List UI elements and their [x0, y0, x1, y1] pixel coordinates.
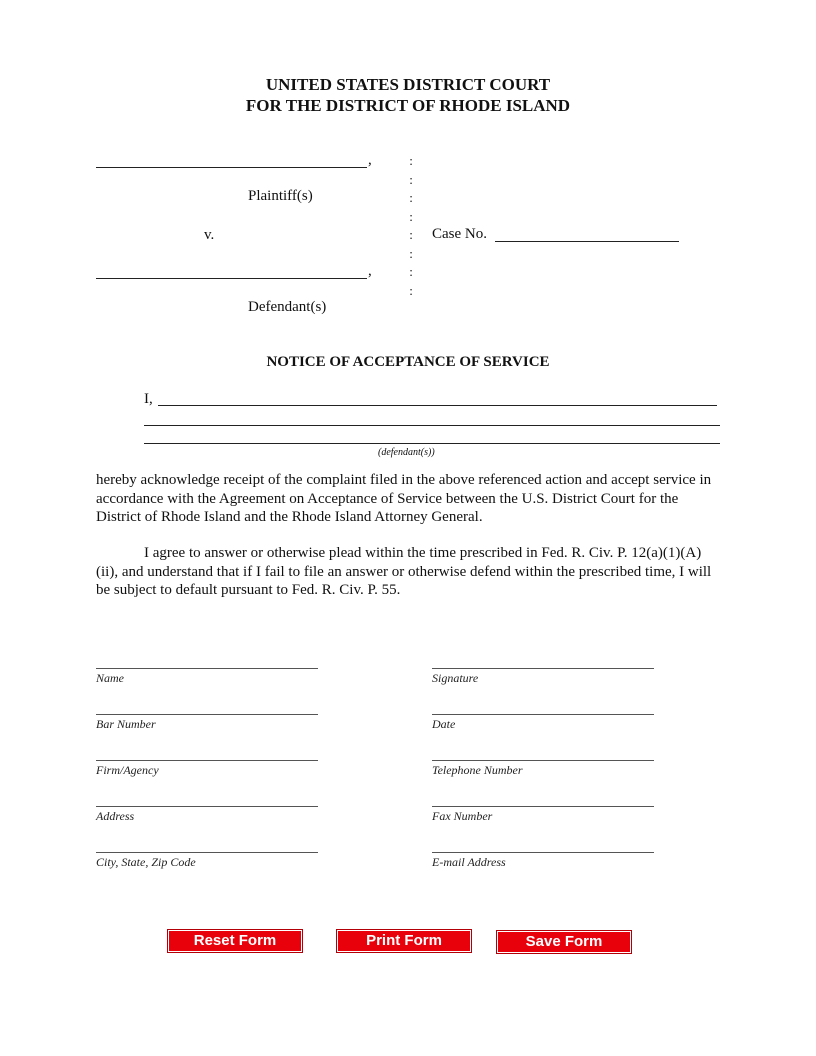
defendant-note: (defendant(s)): [378, 447, 435, 458]
plaintiff-field[interactable]: [96, 155, 367, 168]
fax-label: Fax Number: [432, 809, 493, 823]
case-no-field[interactable]: [495, 229, 679, 242]
firm-agency-label: Firm/Agency: [96, 763, 159, 777]
print-form-button[interactable]: Print Form: [336, 929, 472, 953]
defendant-comma: ,: [368, 263, 372, 279]
signature-label: Signature: [432, 671, 479, 685]
firm-agency-field[interactable]: [96, 759, 318, 761]
agreement-paragraph: I agree to answer or otherwise plead within the time prescribed in Fed. R. Civ. P. 12(a)(1)(A)(ii), and understand that if I fail to file an answer or otherwise defend within the prescribed time, I will be subject to default pursuant to Fed. R. Civ. P. 55.: [96, 545, 712, 598]
fax-field[interactable]: [432, 805, 654, 807]
address-field[interactable]: [96, 805, 318, 807]
versus-label: v.: [204, 227, 215, 243]
city-state-zip-label: City, State, Zip Code: [96, 855, 196, 869]
acknowledgment-paragraph: hereby acknowledge receipt of the complaint filed in the above referenced action and accept service in accordance with the Agreement on Acceptance of Service between the U.S. District Court for the District of Rhode Island and the Rhode Island Attorney General.: [96, 472, 712, 525]
court-name: UNITED STATES DISTRICT COURT: [265, 75, 551, 94]
name-label: Name: [96, 671, 124, 685]
court-district: FOR THE DISTRICT OF RHODE ISLAND: [245, 96, 571, 115]
defendant-name-line-2[interactable]: [144, 425, 720, 426]
plaintiff-comma: ,: [368, 152, 372, 168]
defendant-name-line-3[interactable]: [144, 443, 720, 444]
defendant-name-line-1[interactable]: [158, 405, 717, 406]
telephone-label: Telephone Number: [432, 763, 523, 777]
email-label: E-mail Address: [432, 855, 506, 869]
date-label: Date: [432, 717, 456, 731]
signature-field[interactable]: [432, 667, 654, 669]
reset-form-button[interactable]: Reset Form: [167, 929, 303, 953]
case-no-label: Case No.: [432, 226, 487, 242]
defendant-caption-field[interactable]: [96, 266, 367, 279]
notice-title: NOTICE OF ACCEPTANCE OF SERVICE: [266, 354, 550, 370]
defendant-label: Defendant(s): [248, 299, 327, 315]
bar-number-label: Bar Number: [96, 717, 156, 731]
address-label: Address: [96, 809, 135, 823]
email-field[interactable]: [432, 851, 654, 853]
save-form-button[interactable]: Save Form: [496, 930, 632, 954]
name-field[interactable]: [96, 667, 318, 669]
telephone-field[interactable]: [432, 759, 654, 761]
date-field[interactable]: [432, 713, 654, 715]
city-state-zip-field[interactable]: [96, 851, 318, 853]
plaintiff-label: Plaintiff(s): [248, 188, 313, 204]
bar-number-field[interactable]: [96, 713, 318, 715]
caption-divider: : : : : : : : :: [409, 153, 413, 298]
i-label: I,: [144, 391, 153, 407]
